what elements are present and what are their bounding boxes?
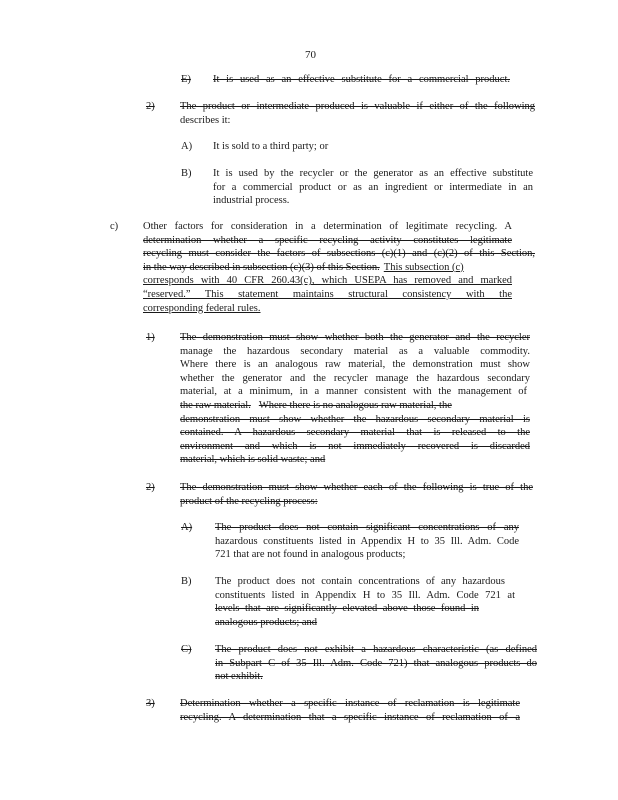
item-cc-text: The product does not exhibit a hazardous characteristic (as defined in Subpart C of 35 Ill. Adm. Code 721) that analogous products do not exhibit. <box>215 644 537 683</box>
item-a-text: It is sold to a third party; or <box>213 141 329 152</box>
item-b-label: B) <box>181 168 192 179</box>
item-c2-label: 2) <box>146 482 155 493</box>
item-a-label: A) <box>181 141 193 152</box>
section-c-text: Other factors for consideration in a determination of legitimate recycling. A determination whether a specific recycling activity constitutes legitimate recycling must consider the factors of subsections (c)(1) and (c)(2) of this Section, in the way described in subsection (c)(3) of this Section. This subsection (c) corresponds with 40 CFR 260.43(c), which USEPA has removed and marked “reserved.” This statement maintains structural consistency with the corresponding federal rules. <box>143 221 535 314</box>
item-e-label: E) <box>181 74 191 85</box>
item-b-text: It is used by the recycler or the generator as an effective substitute for a commercial product or as an ingredient or intermediate in an industrial process. <box>213 168 533 207</box>
item-e-text: It is used as an effective substitute for a commercial product. <box>213 74 510 85</box>
item-ca-text: The product does not contain significant concentrations of any hazardous constituents listed in Appendix H to 35 Ill. Adm. Code 721 that are not found in analogous products; <box>215 522 519 561</box>
item-c3-text: Determination whether a specific instance of reclamation is legitimate recycling. A determination that a specific instance of reclamation of a <box>180 698 520 723</box>
item-c2-text: The demonstration must show whether each of the following is true of the product of the recycling process: <box>180 482 533 507</box>
item-cb-text: The product does not contain concentrations of any hazardous constituents listed in Appendix H to 35 Ill. Adm. Code 721 at levels that are significantly elevated above those found in analogous products; and <box>215 576 515 628</box>
item-2-label: 2) <box>146 101 155 112</box>
item-c1-label: 1) <box>146 332 155 343</box>
item-ca-label: A) <box>181 522 193 533</box>
item-c3-label: 3) <box>146 698 155 709</box>
item-cb-label: B) <box>181 576 192 587</box>
item-c1-text: The demonstration must show whether both the generator and the recycler manage the hazardous secondary material as a valuable commodity. Where there is an analogous raw material, the demonstration must show whether the generator and the recycler manage the hazardous secondary material, at a minimum, in a manner consistent with the management of the raw material. Where there is no analogous raw material, the demonstration must show whether the hazardous secondary material is contained. A hazardous secondary material that is released to the environment and which is not immediately recovered is discarded material, which is solid waste; and <box>180 332 530 466</box>
section-c-label: c) <box>110 221 119 232</box>
item-cc-label: C) <box>181 644 192 655</box>
item-2-text: The product or intermediate produced is valuable if either of the following describes it: <box>180 101 535 126</box>
page-number: 70 <box>305 49 316 61</box>
